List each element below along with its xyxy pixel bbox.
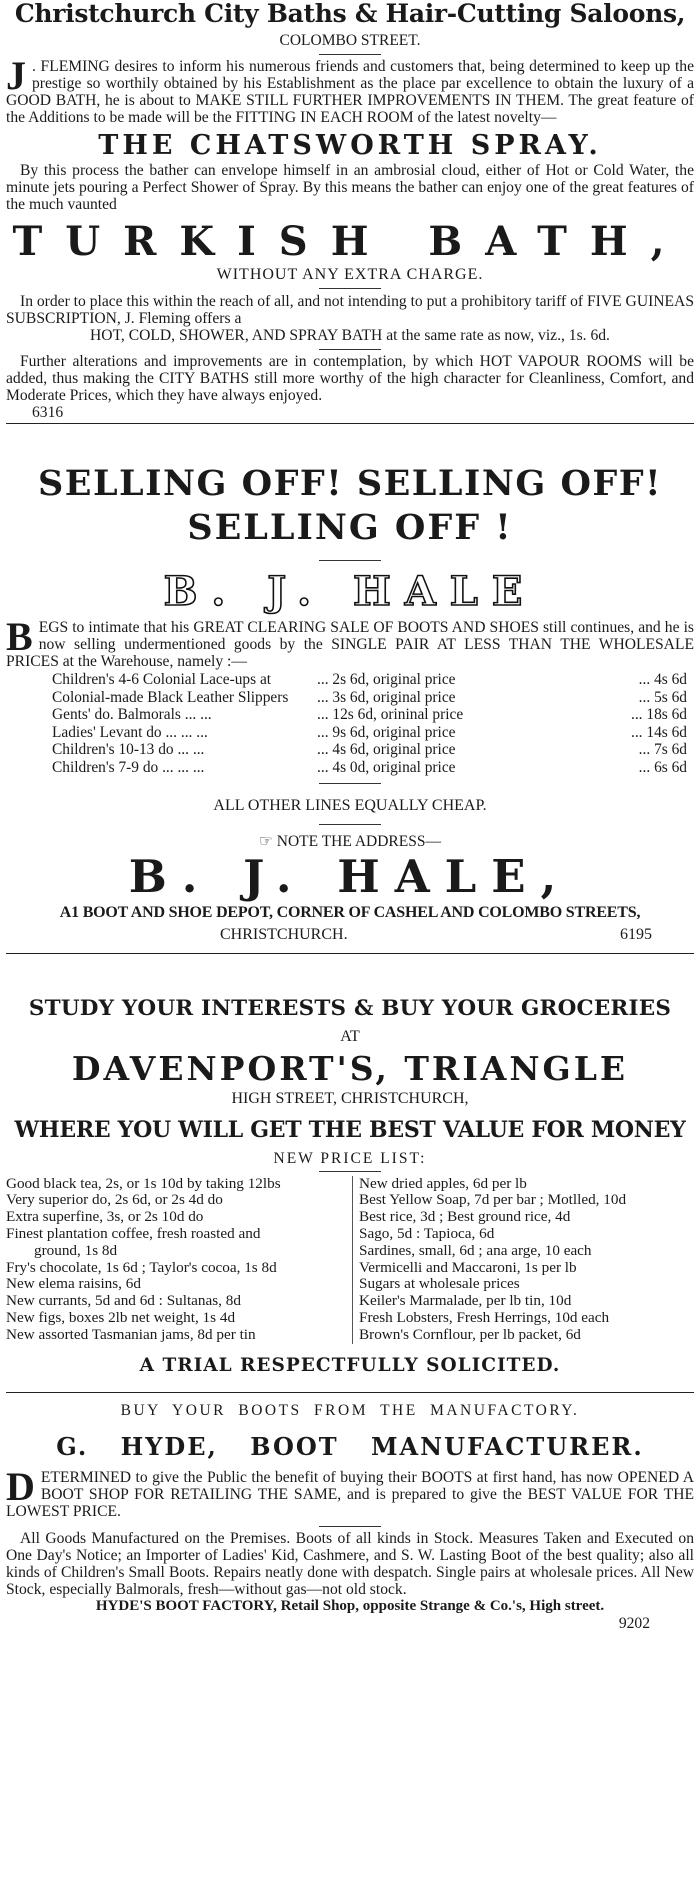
item-name: Colonial-made Black Leather Slippers bbox=[52, 688, 289, 706]
baths-title: Christchurch City Baths & Hair-Cutting Saloons, bbox=[14, 0, 686, 28]
baths-street: COLOMBO STREET. bbox=[279, 32, 421, 49]
ad-city-baths bbox=[6, 0, 694, 421]
grocery-item: Extra superfine, 3s, or 2s 10d do bbox=[6, 1209, 204, 1226]
grocery-item: Sugars at wholesale prices bbox=[359, 1276, 520, 1293]
selling-off-line-1: SELLING OFF! SELLING OFF! bbox=[37, 463, 662, 504]
baths-para-3b: HOT, COLD, SHOWER, AND SPRAY BATH at the same rate as now, viz., 1s. 6d. bbox=[90, 327, 610, 344]
price-list-row bbox=[6, 759, 694, 777]
hyde-factory: HYDE'S BOOT FACTORY, Retail Shop, opposite Strange & Co.'s, High street. bbox=[95, 1597, 605, 1614]
hyde-ref: 9202 bbox=[618, 1614, 650, 1632]
grocery-item: Best rice, 3d ; Best ground rice, 4d bbox=[359, 1209, 571, 1226]
item-price: ... 4s 0d, original price bbox=[317, 758, 456, 776]
price-list-row bbox=[6, 671, 694, 689]
grocery-item: ground, 1s 8d bbox=[34, 1242, 118, 1259]
dropcap: J bbox=[6, 53, 26, 98]
grocery-item: Fresh Lobsters, Fresh Herrings, 10d each bbox=[359, 1309, 610, 1326]
ad-hyde-boots bbox=[6, 1401, 694, 1632]
baths-para-2: By this process the bather can envelope himself in an ambrosial cloud, either of Hot or Cold Water, the minute jets pouring a Perfect Shower of Spray. By this means the bather can enjoy one of the great features of the much vaunted bbox=[6, 162, 694, 213]
grocery-item: Best Yellow Soap, 7d per bar ; Motlled, 10d bbox=[359, 1192, 627, 1209]
baths-para-4: Further alterations and improvements are in contemplation, by which HOT VAPOUR ROOMS will be added, thus making the CITY BATHS still more worthy of the high character for Cleanliness, Comfort, and Moderate Prices, which they have always enjoyed. bbox=[6, 353, 694, 404]
divider bbox=[319, 349, 381, 350]
grocery-item: Sago, 5d : Tapioca, 6d bbox=[359, 1225, 495, 1242]
note-address: ☞ NOTE THE ADDRESS— bbox=[259, 832, 441, 850]
baths-para-1: J . FLEMING desires to inform his numerous friends and customers that, being determined to keep up the prestige so worthily obtained by his Establishment as the place par excellence to obtain the luxury of a GOOD BATH, he is about to MAKE STILL FURTHER IMPROVEMENTS IN THEM. The great feature of the Additions to be made will be the FITTING IN EACH ROOM of the latest novelty— bbox=[6, 53, 694, 126]
grocery-item: Brown's Cornflour, per lb packet, 6d bbox=[359, 1326, 581, 1343]
grocery-item: Good black tea, 2s, or 1s 10d by taking 12lbs bbox=[6, 1175, 281, 1192]
selling-off-line-2: SELLING OFF ! bbox=[187, 507, 513, 548]
item-price: ... 2s 6d, original price bbox=[317, 671, 456, 688]
item-original-price: ... 6s 6d bbox=[638, 758, 687, 776]
ad-separator bbox=[6, 953, 694, 954]
baths-para-3a: In order to place this within the reach of all, and not intending to put a prohibitory tariff of FIVE GUINEAS SUBSCRIPTION, J. Fleming offers a bbox=[6, 293, 694, 327]
grocery-item: New dried apples, 6d per lb bbox=[359, 1175, 527, 1192]
grocery-item: Finest plantation coffee, fresh roasted and bbox=[6, 1225, 261, 1242]
item-name: Children's 7-9 do ... ... ... bbox=[52, 758, 205, 776]
best-value: WHERE YOU WILL GET THE BEST VALUE FOR MONEY bbox=[14, 1116, 686, 1143]
item-name: Children's 4-6 Colonial Lace-ups at bbox=[52, 671, 272, 688]
item-original-price: ... 7s 6d bbox=[638, 741, 687, 759]
hale-ref: 6195 bbox=[620, 925, 652, 943]
hale-name-big: B. J. HALE, bbox=[128, 849, 572, 903]
divider bbox=[319, 1526, 381, 1527]
baths-ref: 6316 bbox=[32, 404, 64, 421]
item-name: Ladies' Levant do ... ... ... bbox=[52, 723, 208, 741]
grocery-item: New elema raisins, 6d bbox=[6, 1276, 141, 1293]
grocery-item: Vermicelli and Maccaroni, 1s per lb bbox=[359, 1259, 577, 1276]
item-name: Gents' do. Balmorals ... ... bbox=[52, 706, 212, 724]
item-price: ... 4s 6d, original price bbox=[317, 741, 456, 759]
davenport-street: HIGH STREET, CHRISTCHURCH, bbox=[231, 1089, 469, 1107]
grocery-right-column bbox=[353, 1176, 694, 1344]
hale-name-banner: B. J. HALE bbox=[163, 568, 537, 615]
all-other-lines: ALL OTHER LINES EQUALLY CHEAP. bbox=[213, 796, 487, 814]
hyde-body: All Goods Manufactured on the Premises. Boots of all kinds in Stock. Measures Taken and Executed on One Day's Notice; an Importer of Ladies' Kid, Cashmere, and S. W. Lasting Boot of the best quality; also all kinds of Children's Small Boots. Repairs neatly done with despatch. Single pairs at wholesale prices. All New Stock, especially Balmorals, fresh—without gas—not old stock. bbox=[6, 1529, 694, 1598]
turkish-bath: TURKISH BATH, bbox=[12, 218, 688, 265]
ad-separator bbox=[6, 423, 694, 424]
hyde-top-line: BUY YOUR BOOTS FROM THE MANUFACTORY. bbox=[120, 1401, 580, 1419]
price-list-row bbox=[6, 741, 694, 759]
divider bbox=[319, 560, 381, 561]
hale-address-2: CHRISTCHURCH. bbox=[220, 925, 348, 943]
grocery-item: Keiler's Marmalade, per lb tin, 10d bbox=[359, 1293, 572, 1310]
hale-address-1: A1 BOOT AND SHOE DEPOT, CORNER OF CASHEL AND COLOMBO STREETS, bbox=[59, 903, 641, 921]
divider bbox=[319, 783, 381, 784]
grocery-left-column bbox=[6, 1176, 353, 1344]
grocery-price-columns bbox=[6, 1176, 694, 1344]
new-price-list: NEW PRICE LIST: bbox=[273, 1149, 427, 1167]
grocery-item: New currants, 5d and 6d : Sultanas, 8d bbox=[6, 1293, 241, 1310]
price-list-row bbox=[6, 706, 694, 724]
ad-separator bbox=[6, 1392, 694, 1393]
hyde-intro: DETERMINED to give the Public the benefit of buying their BOOTS at first hand, has now OPENED A BOOT SHOP FOR RETAILING THE SAME, and is prepared to give the BEST VALUE FOR THE LOWEST PRICE. bbox=[6, 1463, 694, 1520]
item-price: ... 3s 6d, original price bbox=[317, 688, 456, 706]
ad-davenport-groceries bbox=[6, 996, 694, 1378]
price-list-row bbox=[6, 689, 694, 707]
item-name: Children's 10-13 do ... ... bbox=[52, 741, 205, 759]
without-extra-charge: WITHOUT ANY EXTRA CHARGE. bbox=[216, 266, 484, 283]
dropcap: D bbox=[6, 1463, 35, 1509]
hale-intro: BEGS to intimate that his GREAT CLEARING SALE OF BOOTS AND SHOES still continues, and he is now selling undermentioned goods by the SINGLE PAIR AT LESS THAN THE WHOLESALE PRICES at the Warehouse, namely :— bbox=[6, 614, 694, 670]
price-list-row bbox=[6, 724, 694, 742]
item-original-price: ... 4s 6d bbox=[638, 671, 687, 688]
ad-hale-boots bbox=[6, 462, 694, 945]
hale-price-list bbox=[6, 671, 694, 777]
divider bbox=[319, 824, 381, 825]
chatsworth-spray: THE CHATSWORTH SPRAY. bbox=[98, 130, 602, 161]
item-price: ... 12s 6d, orininal price bbox=[317, 706, 464, 724]
divider bbox=[319, 1171, 381, 1172]
davenport-name: DAVENPORT'S, TRIANGLE bbox=[71, 1048, 629, 1088]
divider bbox=[319, 54, 381, 55]
hale-address-2-row bbox=[6, 925, 694, 945]
grocery-item: Fry's chocolate, 1s 6d ; Taylor's cocoa, 1s 8d bbox=[6, 1259, 277, 1276]
item-original-price: ... 18s 6d bbox=[630, 706, 687, 724]
grocery-item: New figs, boxes 2lb net weight, 1s 4d bbox=[6, 1309, 236, 1326]
item-price: ... 9s 6d, original price bbox=[317, 723, 456, 741]
grocery-item: New assorted Tasmanian jams, 8d per tin bbox=[6, 1326, 256, 1343]
groceries-at: AT bbox=[340, 1027, 360, 1045]
groceries-headline: STUDY YOUR INTERESTS & BUY YOUR GROCERIES bbox=[28, 995, 672, 1021]
dropcap: B bbox=[6, 614, 33, 659]
divider bbox=[319, 288, 381, 289]
item-original-price: ... 5s 6d bbox=[638, 688, 687, 706]
grocery-item: Very superior do, 2s 6d, or 2s 4d do bbox=[6, 1192, 223, 1209]
hyde-name: G. HYDE, BOOT MANUFACTURER. bbox=[56, 1431, 644, 1461]
grocery-item: Sardines, small, 6d ; ana arge, 10 each bbox=[359, 1242, 592, 1259]
item-original-price: ... 14s 6d bbox=[630, 723, 687, 741]
trial-solicited: A TRIAL RESPECTFULLY SOLICITED. bbox=[139, 1354, 561, 1376]
